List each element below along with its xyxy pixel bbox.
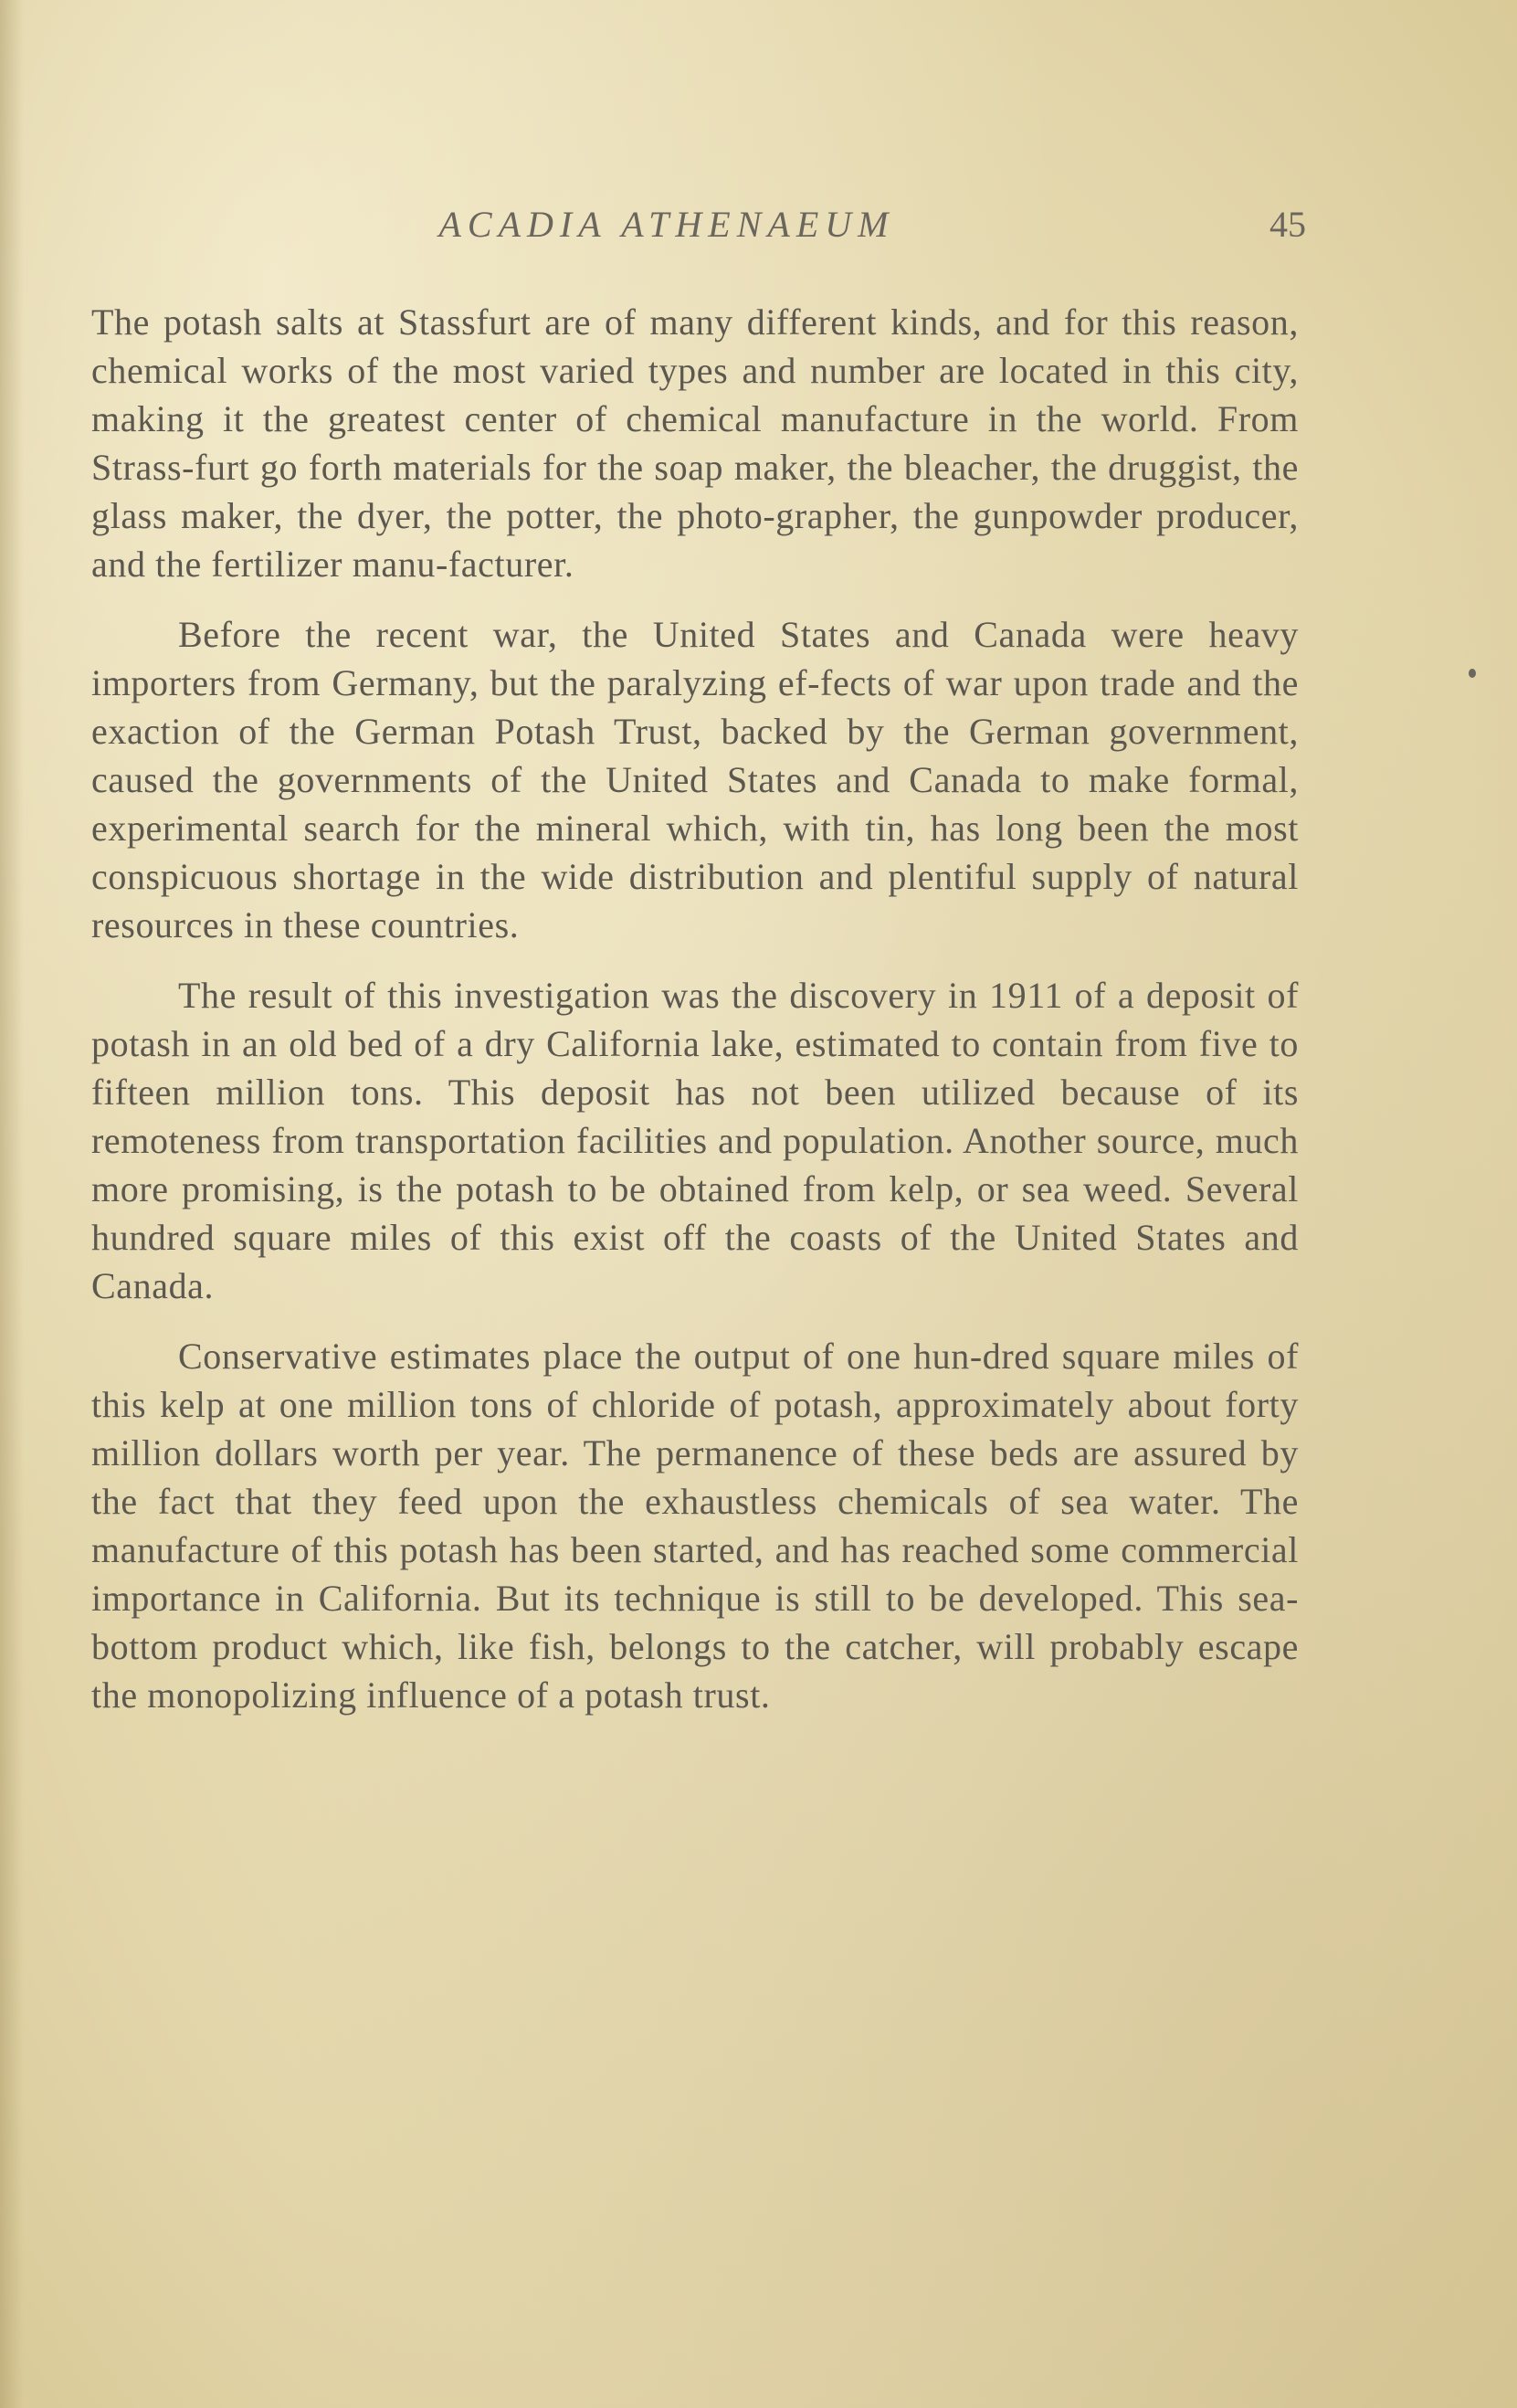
running-head — [91, 203, 1306, 258]
page-number: 45 — [1269, 204, 1306, 245]
paragraph-investigation: The result of this investigation was the discovery in 1911 of a deposit of potash in an old bed of a dry California lake, estimated to contain from five to fifteen million tons. This deposit has not been utilized because of its remoteness from transportation facilities and population. Another source, much more promising, is the potash to be obtained from kelp, or sea weed. Several hundred square miles of this exist off the coasts of the United States and Canada. — [91, 975, 1299, 1306]
journal-title: ACADIA ATHENAEUM — [438, 204, 895, 245]
paragraph-war-imports: Before the recent war, the United States and Canada were heavy importers from Germany, but the paralyzing ef-fects of war upon trade and the exaction of the German Potash Trust, backed by the German government, caused the governments of the United States and Canada to make formal, experimental search for the mineral which, with tin, has long been the most conspicuous shortage in the wide distribution and plentiful supply of natural resources in these countries. — [91, 614, 1299, 945]
paragraph-stassfurt: The potash salts at Stassfurt are of many different kinds, and for this reason, chemical works of the most varied types and number are located in this city, making it the greatest center of chemical manufacture in the world. From Strass-furt go forth materials for the soap maker, the bleacher, the druggist, the glass maker, the dyer, the potter, the photo-grapher, the gunpowder producer, and the fertilizer manu-facturer. — [91, 301, 1299, 585]
ink-speck — [1469, 669, 1476, 678]
article-body — [91, 298, 1299, 1741]
paragraph-kelp-estimates: Conservative estimates place the output of one hun-dred square miles of this kelp at one million tons of chloride of potash, approximately about forty million dollars worth per year. The permanence of these beds are assured by the fact that they feed upon the exhaustless chemicals of sea water. The manufacture of this potash has been started, and has reached some commercial importance in California. But its technique is still to be developed. This sea-bottom product which, like fish, belongs to the catcher, will probably escape the monopolizing influence of a potash trust. — [91, 1336, 1299, 1716]
